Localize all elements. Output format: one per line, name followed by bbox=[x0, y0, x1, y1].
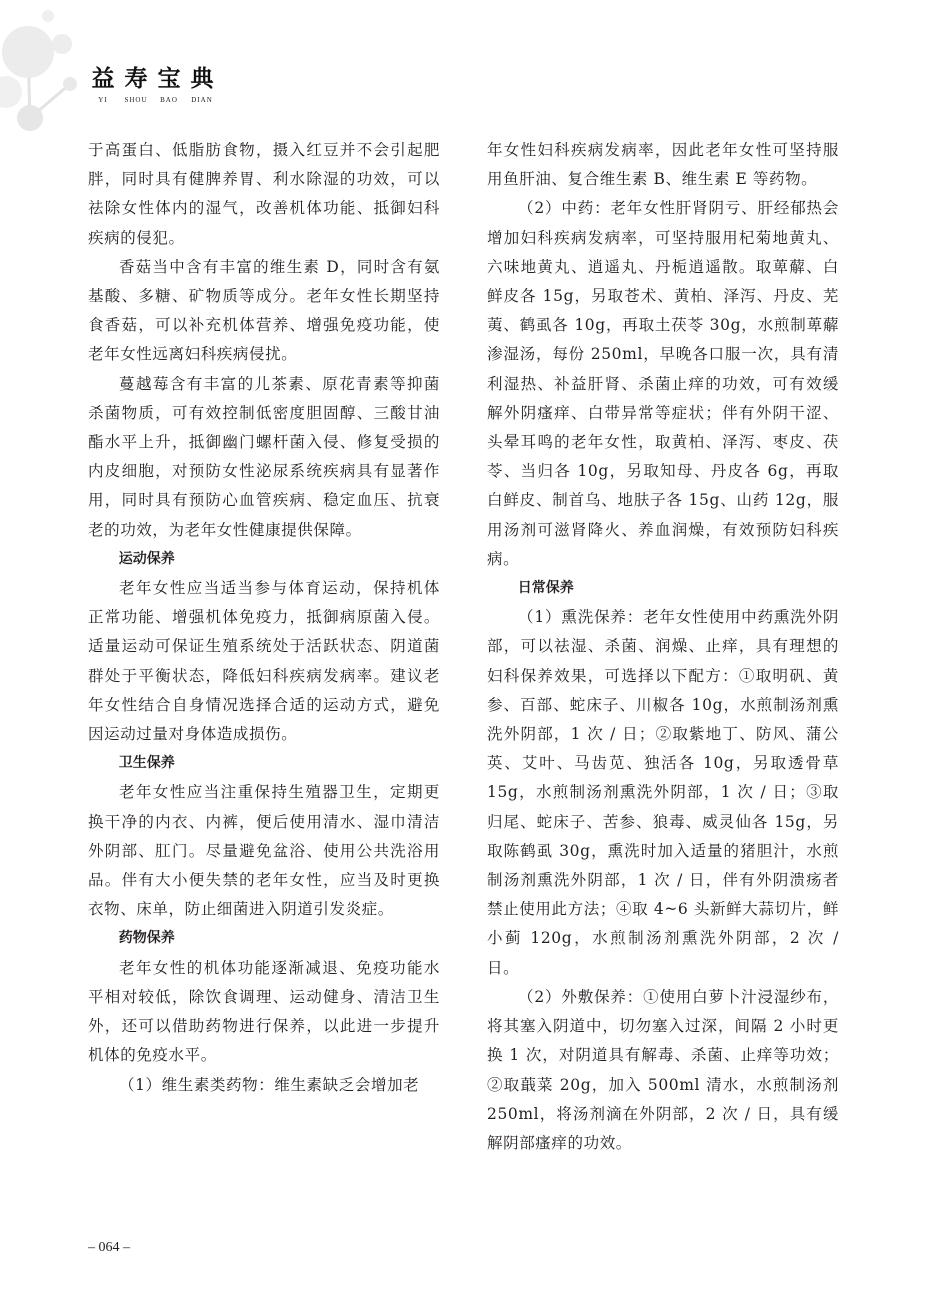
paragraph: （1）熏洗保养：老年女性使用中药熏洗外阴部，可以祛湿、杀菌、润燥、止痒，具有理想的妇科保养效果，可选择以下配方：①取明矾、黄参、百部、蛇床子、川椒各 10g，水煎制汤剂熏洗外阴部，1 次 / 日；②取紫地丁、防风、蒲公英、艾叶、马齿苋、独活各 10g，另取透骨草 15g，水煎制汤剂熏洗外阴部，1 次 / 日；③取归尾、蛇床子、苦参、狼毒、威灵仙各 15g，另取陈鹤虱 30g，熏洗时加入适量的猪胆汁，水煎制汤剂熏洗外阴部，1 次 / 日，伴有外阴溃疡者禁止使用此方法；④取 4~6 头新鲜大蒜切片，鲜小蓟 120g，水煎制汤剂熏洗外阴部，2 次 / 日。 bbox=[487, 608, 839, 977]
logo-pinyin: DIAN bbox=[191, 96, 213, 104]
brand-logo bbox=[88, 64, 238, 104]
paragraph: 老年女性应当适当参与体育运动，保持机体正常功能、增强机体免疫力，抵御病原菌入侵。适量运动可保证生殖系统处于活跃状态、阴道菌群处于平衡状态，降低妇科疾病发病率。建议老年女性结合自身情况选择合适的运动方式，避免因运动过量对身体造成损伤。 bbox=[88, 579, 440, 744]
section-heading: 卫生保养 bbox=[118, 755, 175, 772]
logo-pinyin: SHOU bbox=[124, 96, 148, 104]
paragraph: （2）中药：老年女性肝肾阴亏、肝经郁热会增加妇科疾病发病率，可坚持服用杞菊地黄丸、六味地黄丸、逍遥丸、丹栀逍遥散。取萆薢、白鲜皮各 15g，另取苍术、黄柏、泽泻、丹皮、芜荑、鹤虱各 10g，再取土茯苓 30g，水煎制萆薢渗湿汤，每份 250ml，早晚各口服一次，具有清利湿热、补益肝肾、杀菌止痒的功效，可有效缓解外阴瘙痒、白带异常等症状；伴有外阴干涩、头晕耳鸣的老年女性，取黄柏、泽泻、枣皮、茯苓、当归各 10g，另取知母、丹皮各 6g，再取白鲜皮、制首乌、地肤子各 15g、山药 12g，服用汤剂可滋肾降火、养血润燥，有效预防妇科疾病。 bbox=[487, 199, 839, 568]
page-number: – 064 – bbox=[88, 1240, 130, 1255]
molecule-decoration bbox=[0, 0, 90, 150]
logo-pinyin: YI bbox=[98, 96, 108, 104]
paragraph: 于高蛋白、低脂肪食物，摄入红豆并不会引起肥胖，同时具有健脾养胃、利水除湿的功效，可以祛除女性体内的湿气，改善机体功能、抵御妇科疾病的侵犯。 bbox=[88, 141, 440, 247]
paragraph: 老年女性的机体功能逐渐减退、免疫功能水平相对较低，除饮食调理、运动健身、清洁卫生外，还可以借助药物进行保养，以此进一步提升机体的免疫水平。 bbox=[88, 958, 440, 1065]
paragraph: 蔓越莓含有丰富的儿茶素、原花青素等抑菌杀菌物质，可有效控制低密度胆固醇、三酸甘油酯水平上升，抵御幽门螺杆菌入侵、修复受损的内皮细胞，对预防女性泌尿系统疾病具有显著作用，同时具有预防心血管疾病、稳定血压、抗衰老的功效，为老年女性健康提供保障。 bbox=[88, 374, 440, 539]
paragraph: （1）维生素类药物：维生素缺乏会增加老 bbox=[119, 1075, 420, 1094]
paragraph: （2）外敷保养：①使用白萝卜汁浸湿纱布，将其塞入阴道中，切勿塞入过深，间隔 2 小时更换 1 次，对阴道具有解毒、杀菌、止痒等功效；②取蕺菜 20g，加入 500ml 清水，水煎制汤剂 250ml，将汤剂滴在外阴部，2 次 / 日，具有缓解阴部瘙痒的功效。 bbox=[487, 987, 839, 1152]
section-heading: 运动保养 bbox=[118, 550, 175, 567]
paragraph: 香菇当中含有丰富的维生素 D，同时含有氨基酸、多糖、矿物质等成分。老年女性长期坚持食香菇，可以补充机体营养、增强免疫功能，使老年女性远离妇科疾病侵扰。 bbox=[88, 257, 440, 364]
right-column bbox=[487, 136, 839, 1158]
logo-char: 典 bbox=[190, 65, 214, 92]
paragraph: 老年女性应当注重保持生殖器卫生，定期更换干净的内衣、内裤，便后使用清水、湿巾清洁外阴部、肛门。尽量避免盆浴、使用公共洗浴用品。伴有大小便失禁的老年女性，应当及时更换衣物、床单，防止细菌进入阴道引发炎症。 bbox=[88, 783, 440, 919]
paragraph: 年女性妇科疾病发病率，因此老年女性可坚持服用鱼肝油、复合维生素 B、维生素 E 等药物。 bbox=[487, 141, 839, 189]
logo-char: 宝 bbox=[157, 65, 181, 92]
section-heading: 药物保养 bbox=[118, 930, 175, 947]
logo-pinyin: BAO bbox=[160, 96, 178, 104]
logo-char: 寿 bbox=[124, 65, 148, 92]
logo-char: 益 bbox=[91, 65, 115, 92]
section-heading: 日常保养 bbox=[517, 580, 574, 597]
left-column bbox=[88, 136, 440, 1100]
